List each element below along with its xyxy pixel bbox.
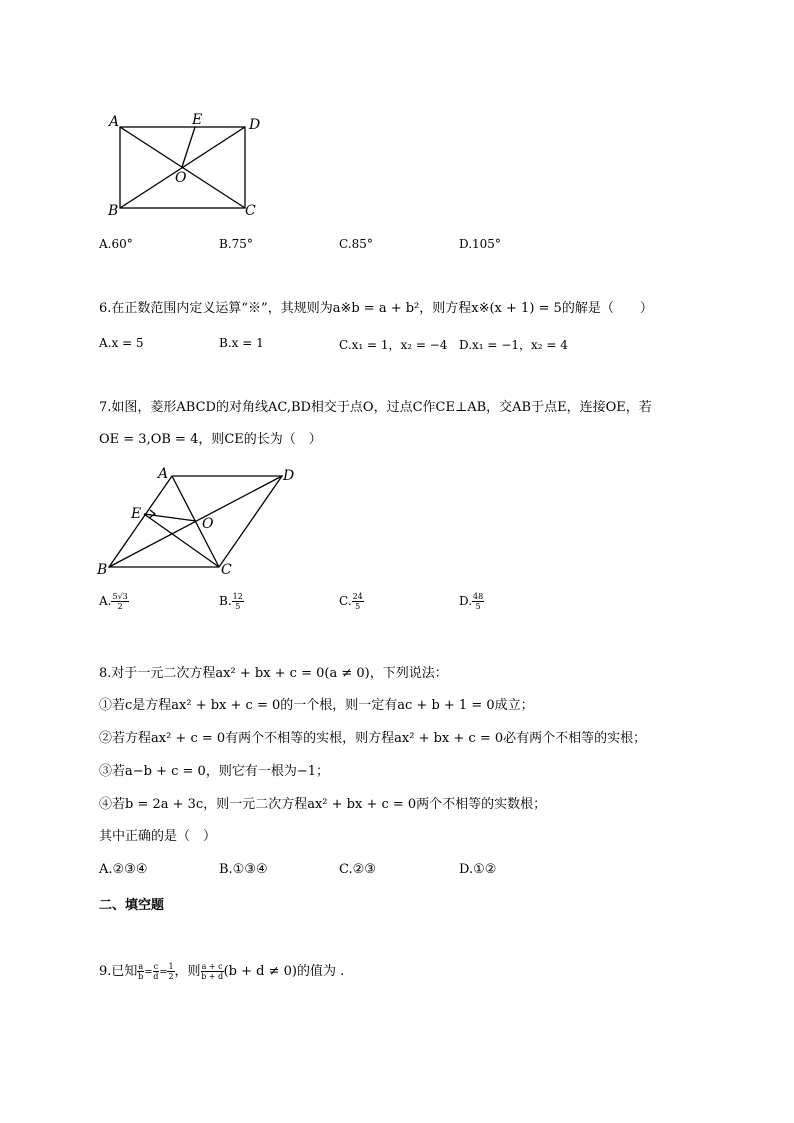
label-c: C — [245, 203, 256, 219]
q8-option-d[interactable]: D.①② — [459, 862, 497, 877]
q7-option-c-fraction — [352, 592, 364, 611]
q8-option-a[interactable]: A.②③④ — [99, 862, 148, 877]
numerator: a + c — [201, 962, 223, 971]
denominator: 2 — [117, 602, 123, 611]
label-a: A — [158, 466, 169, 482]
denominator: d — [153, 972, 159, 981]
q6-option-d[interactable]: D.x₁ = −1，x₂ = 4 — [459, 338, 568, 352]
numerator: c — [153, 962, 159, 971]
numerator: 12 — [232, 592, 243, 601]
fraction-one-half — [167, 962, 174, 981]
q5-option-b[interactable]: B.75° — [219, 237, 253, 251]
q7-option-b-prefix: B. — [219, 594, 232, 608]
q7-option-b-fraction — [232, 592, 244, 611]
label-o: O — [175, 170, 187, 186]
numerator: 1 — [168, 962, 174, 971]
q7-option-a[interactable] — [99, 592, 129, 611]
q5-option-d[interactable]: D.105° — [459, 237, 501, 251]
denominator: 5 — [355, 602, 361, 611]
q8-option-c[interactable]: C.②③ — [339, 862, 376, 877]
q7-option-c-prefix: C. — [339, 594, 352, 608]
right-angle-mark — [149, 510, 155, 518]
denominator: 5 — [475, 602, 481, 611]
q7-option-d-fraction — [472, 592, 484, 611]
q8-statement-4: ④若b = 2a + 3c，则一元二次方程ax² + bx + c = 0两个不相等的实数根； — [99, 797, 547, 812]
q7-option-c[interactable] — [339, 592, 364, 611]
q7-option-a-prefix: A. — [99, 594, 112, 608]
q8-statement-3: ③若a−b + c = 0，则它有一根为−1； — [99, 764, 329, 779]
q5-option-a[interactable]: A.60° — [99, 237, 133, 251]
section-heading-fill-blank: 二、填空题 — [99, 898, 165, 913]
q8-option-b[interactable]: B.①③④ — [219, 862, 268, 877]
q6-option-b[interactable]: B.x = 1 — [219, 336, 264, 350]
label-b: B — [97, 562, 108, 578]
label-a: A — [109, 114, 120, 130]
denominator: b + d — [201, 972, 224, 981]
equals-sign: = — [144, 967, 153, 978]
label-d: D — [249, 117, 261, 133]
label-e: E — [131, 506, 142, 522]
rectangle-figure — [100, 108, 270, 223]
label-c: C — [221, 562, 232, 578]
denominator: 5 — [235, 602, 241, 611]
q8-statement-2: ②若方程ax² + c = 0有两个不相等的实根，则方程ax² + bx + c = 0必有两个不相等的实根； — [99, 731, 647, 746]
equals-sign: = — [159, 967, 168, 978]
q6-option-c[interactable]: C.x₁ = 1，x₂ = −4 — [339, 338, 448, 352]
q7-stem-line2: OE = 3,OB = 4，则CE的长为（ ） — [99, 432, 322, 447]
rhombus-figure — [95, 462, 305, 582]
label-b: B — [108, 203, 119, 219]
q8-question: 其中正确的是（ ） — [99, 829, 217, 844]
denominator: b — [138, 972, 144, 981]
numerator: a — [138, 962, 144, 971]
denominator: 2 — [168, 972, 174, 981]
numerator: 48 — [473, 592, 484, 601]
q7-option-b[interactable] — [219, 592, 244, 611]
q7-option-a-fraction — [111, 592, 128, 611]
q9-text-2: ，则 — [174, 964, 201, 979]
q7-option-d[interactable] — [459, 592, 484, 611]
q8-statement-1: ①若c是方程ax² + bx + c = 0的一个根，则一定有ac + b + 1 = 0成立； — [99, 698, 534, 713]
q7-stem-line1: 7.如图，菱形ABCD的对角线AC,BD相交于点O，过点C作CE⊥AB，交AB于点E，连接OE，若 — [99, 400, 652, 415]
numerator: 5√3 — [112, 592, 128, 601]
numerator: 24 — [352, 592, 363, 601]
q8-stem: 8.对于一元二次方程ax² + bx + c = 0(a ≠ 0)，下列说法： — [99, 666, 448, 681]
q5-option-c[interactable]: C.85° — [339, 237, 373, 251]
q9-stem — [99, 962, 344, 983]
q9-text-1: 9.已知 — [99, 964, 138, 979]
q9-text-3: (b + d ≠ 0)的值为 . — [223, 964, 345, 979]
label-o: O — [202, 516, 214, 532]
q6-option-a[interactable]: A.x = 5 — [99, 336, 144, 350]
label-e: E — [192, 112, 203, 128]
q7-option-d-prefix: D. — [459, 594, 473, 608]
fraction-sum — [201, 962, 224, 981]
label-d: D — [283, 468, 295, 484]
q6-stem: 6.在正数范围内定义运算“※”，其规则为a※b = a + b²，则方程x※(x + 1) = 5的解是（ ） — [99, 301, 653, 316]
